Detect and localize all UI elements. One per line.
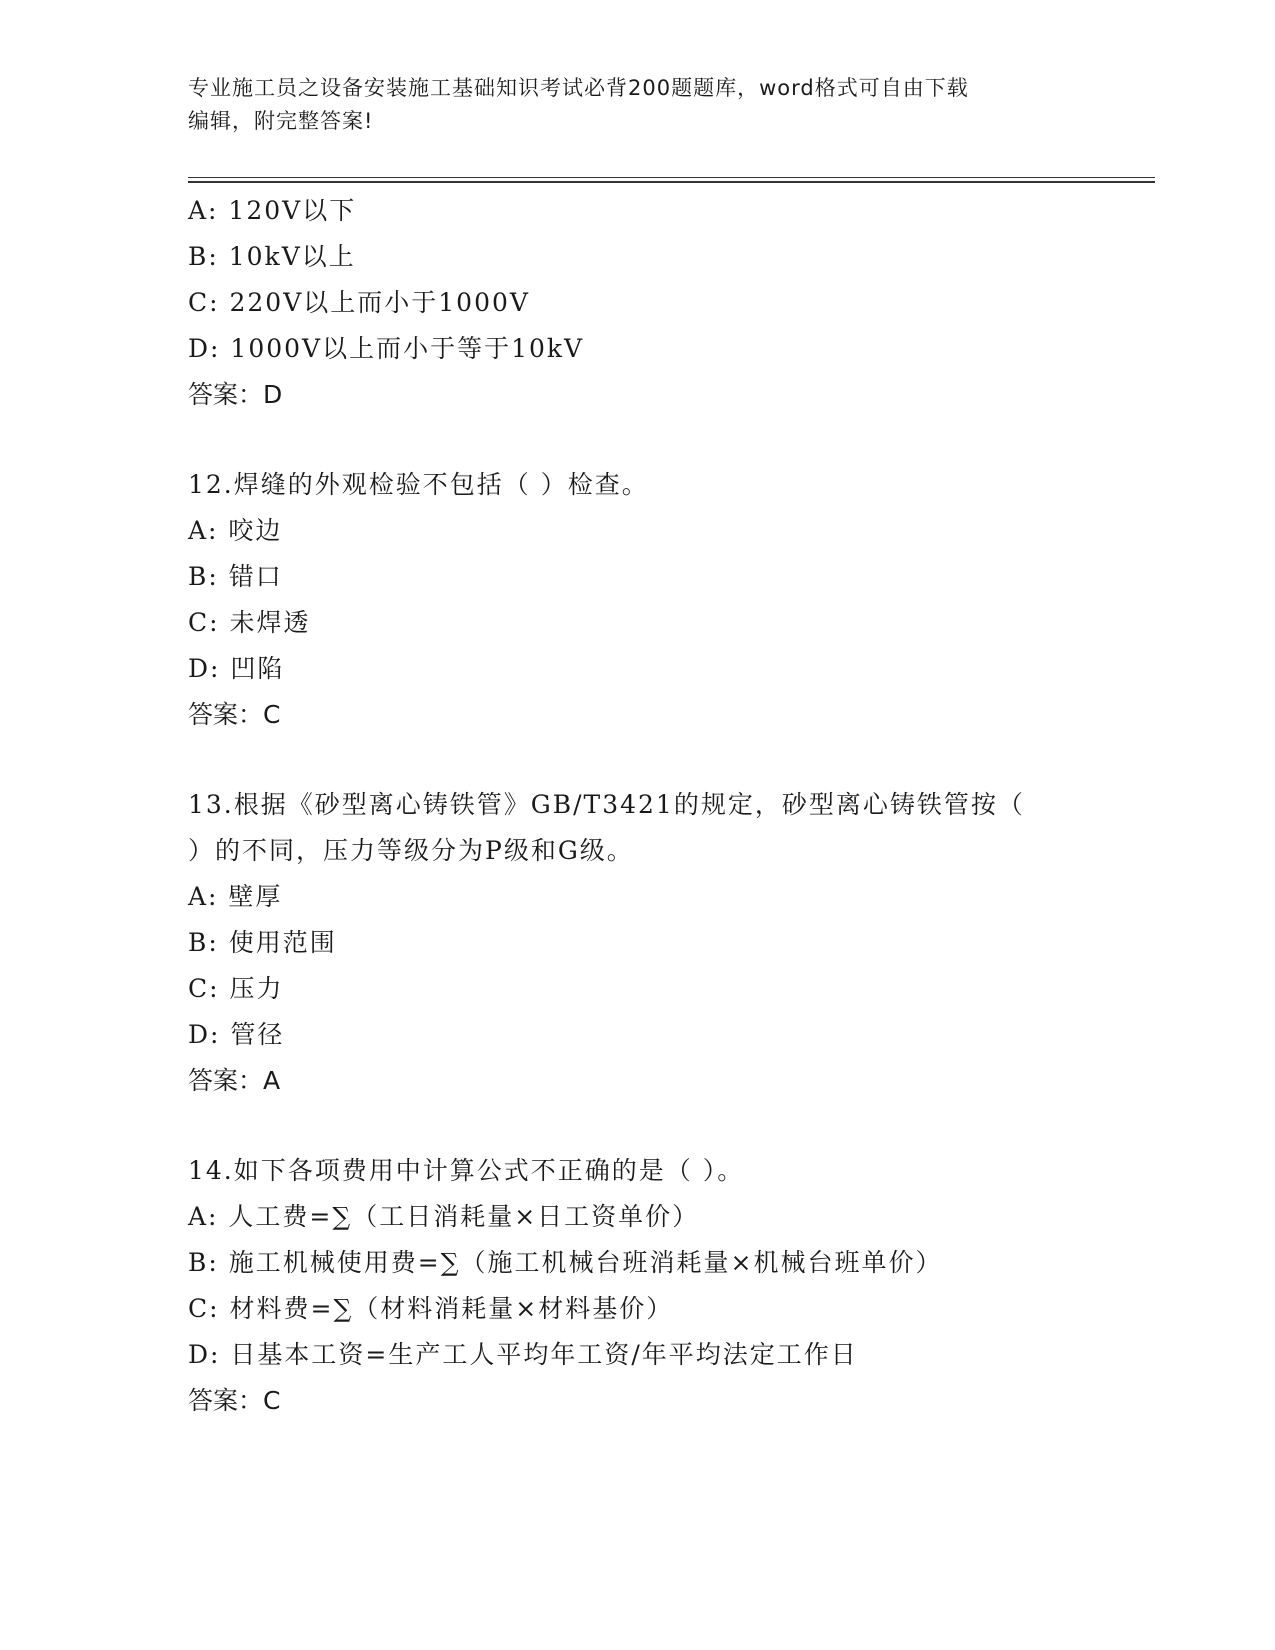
option-b: B: 使用范围 (188, 928, 337, 957)
question-11-continued (188, 188, 1088, 418)
option-d: D: 日基本工资=生产工人平均年工资/年平均法定工作日 (188, 1340, 858, 1369)
header-divider-thick (188, 181, 1155, 183)
question-text-line-1: 13.根据《砂型离心铸铁管》GB/T3421的规定，砂型离心铸铁管按（ (188, 790, 1025, 819)
option-a: A: 120V以下 (188, 196, 357, 225)
header-divider-thin (188, 177, 1155, 178)
option-b: B: 错口 (188, 562, 283, 591)
option-c: C: 压力 (188, 974, 284, 1003)
question-14 (188, 1148, 1088, 1424)
option-a: A: 咬边 (188, 516, 283, 545)
option-c: C: 220V以上而小于1000V (188, 288, 530, 317)
question-text: 14.如下各项费用中计算公式不正确的是（ ）。 (188, 1156, 745, 1185)
answer: 答案：C (188, 700, 281, 729)
question-text-line-2: ）的不同，压力等级分为P级和G级。 (188, 836, 634, 865)
answer: 答案：C (188, 1386, 281, 1415)
option-c: C: 材料费=∑（材料消耗量×材料基价） (188, 1294, 674, 1323)
option-d: D: 凹陷 (188, 654, 285, 683)
option-d: D: 管径 (188, 1020, 285, 1049)
option-d: D: 1000V以上而小于等于10kV (188, 334, 585, 363)
option-b: B: 10kV以上 (188, 242, 356, 271)
question-list (188, 188, 1088, 1424)
question-text: 12.焊缝的外观检验不包括（ ）检查。 (188, 470, 649, 499)
option-a: A: 人工费=∑（工日消耗量×日工资单价） (188, 1202, 700, 1231)
option-b: B: 施工机械使用费=∑（施工机械台班消耗量×机械台班单价） (188, 1248, 943, 1277)
option-a: A: 壁厚 (188, 882, 283, 911)
option-c: C: 未焊透 (188, 608, 311, 637)
document-header (188, 72, 1088, 138)
header-line-2: 编辑，附完整答案! (188, 109, 374, 133)
question-13 (188, 782, 1088, 1104)
answer: 答案：D (188, 380, 283, 409)
answer: 答案：A (188, 1066, 281, 1095)
header-line-1: 专业施工员之设备安装施工基础知识考试必背200题题库，word格式可自由下载 (188, 76, 969, 100)
question-12 (188, 462, 1088, 738)
